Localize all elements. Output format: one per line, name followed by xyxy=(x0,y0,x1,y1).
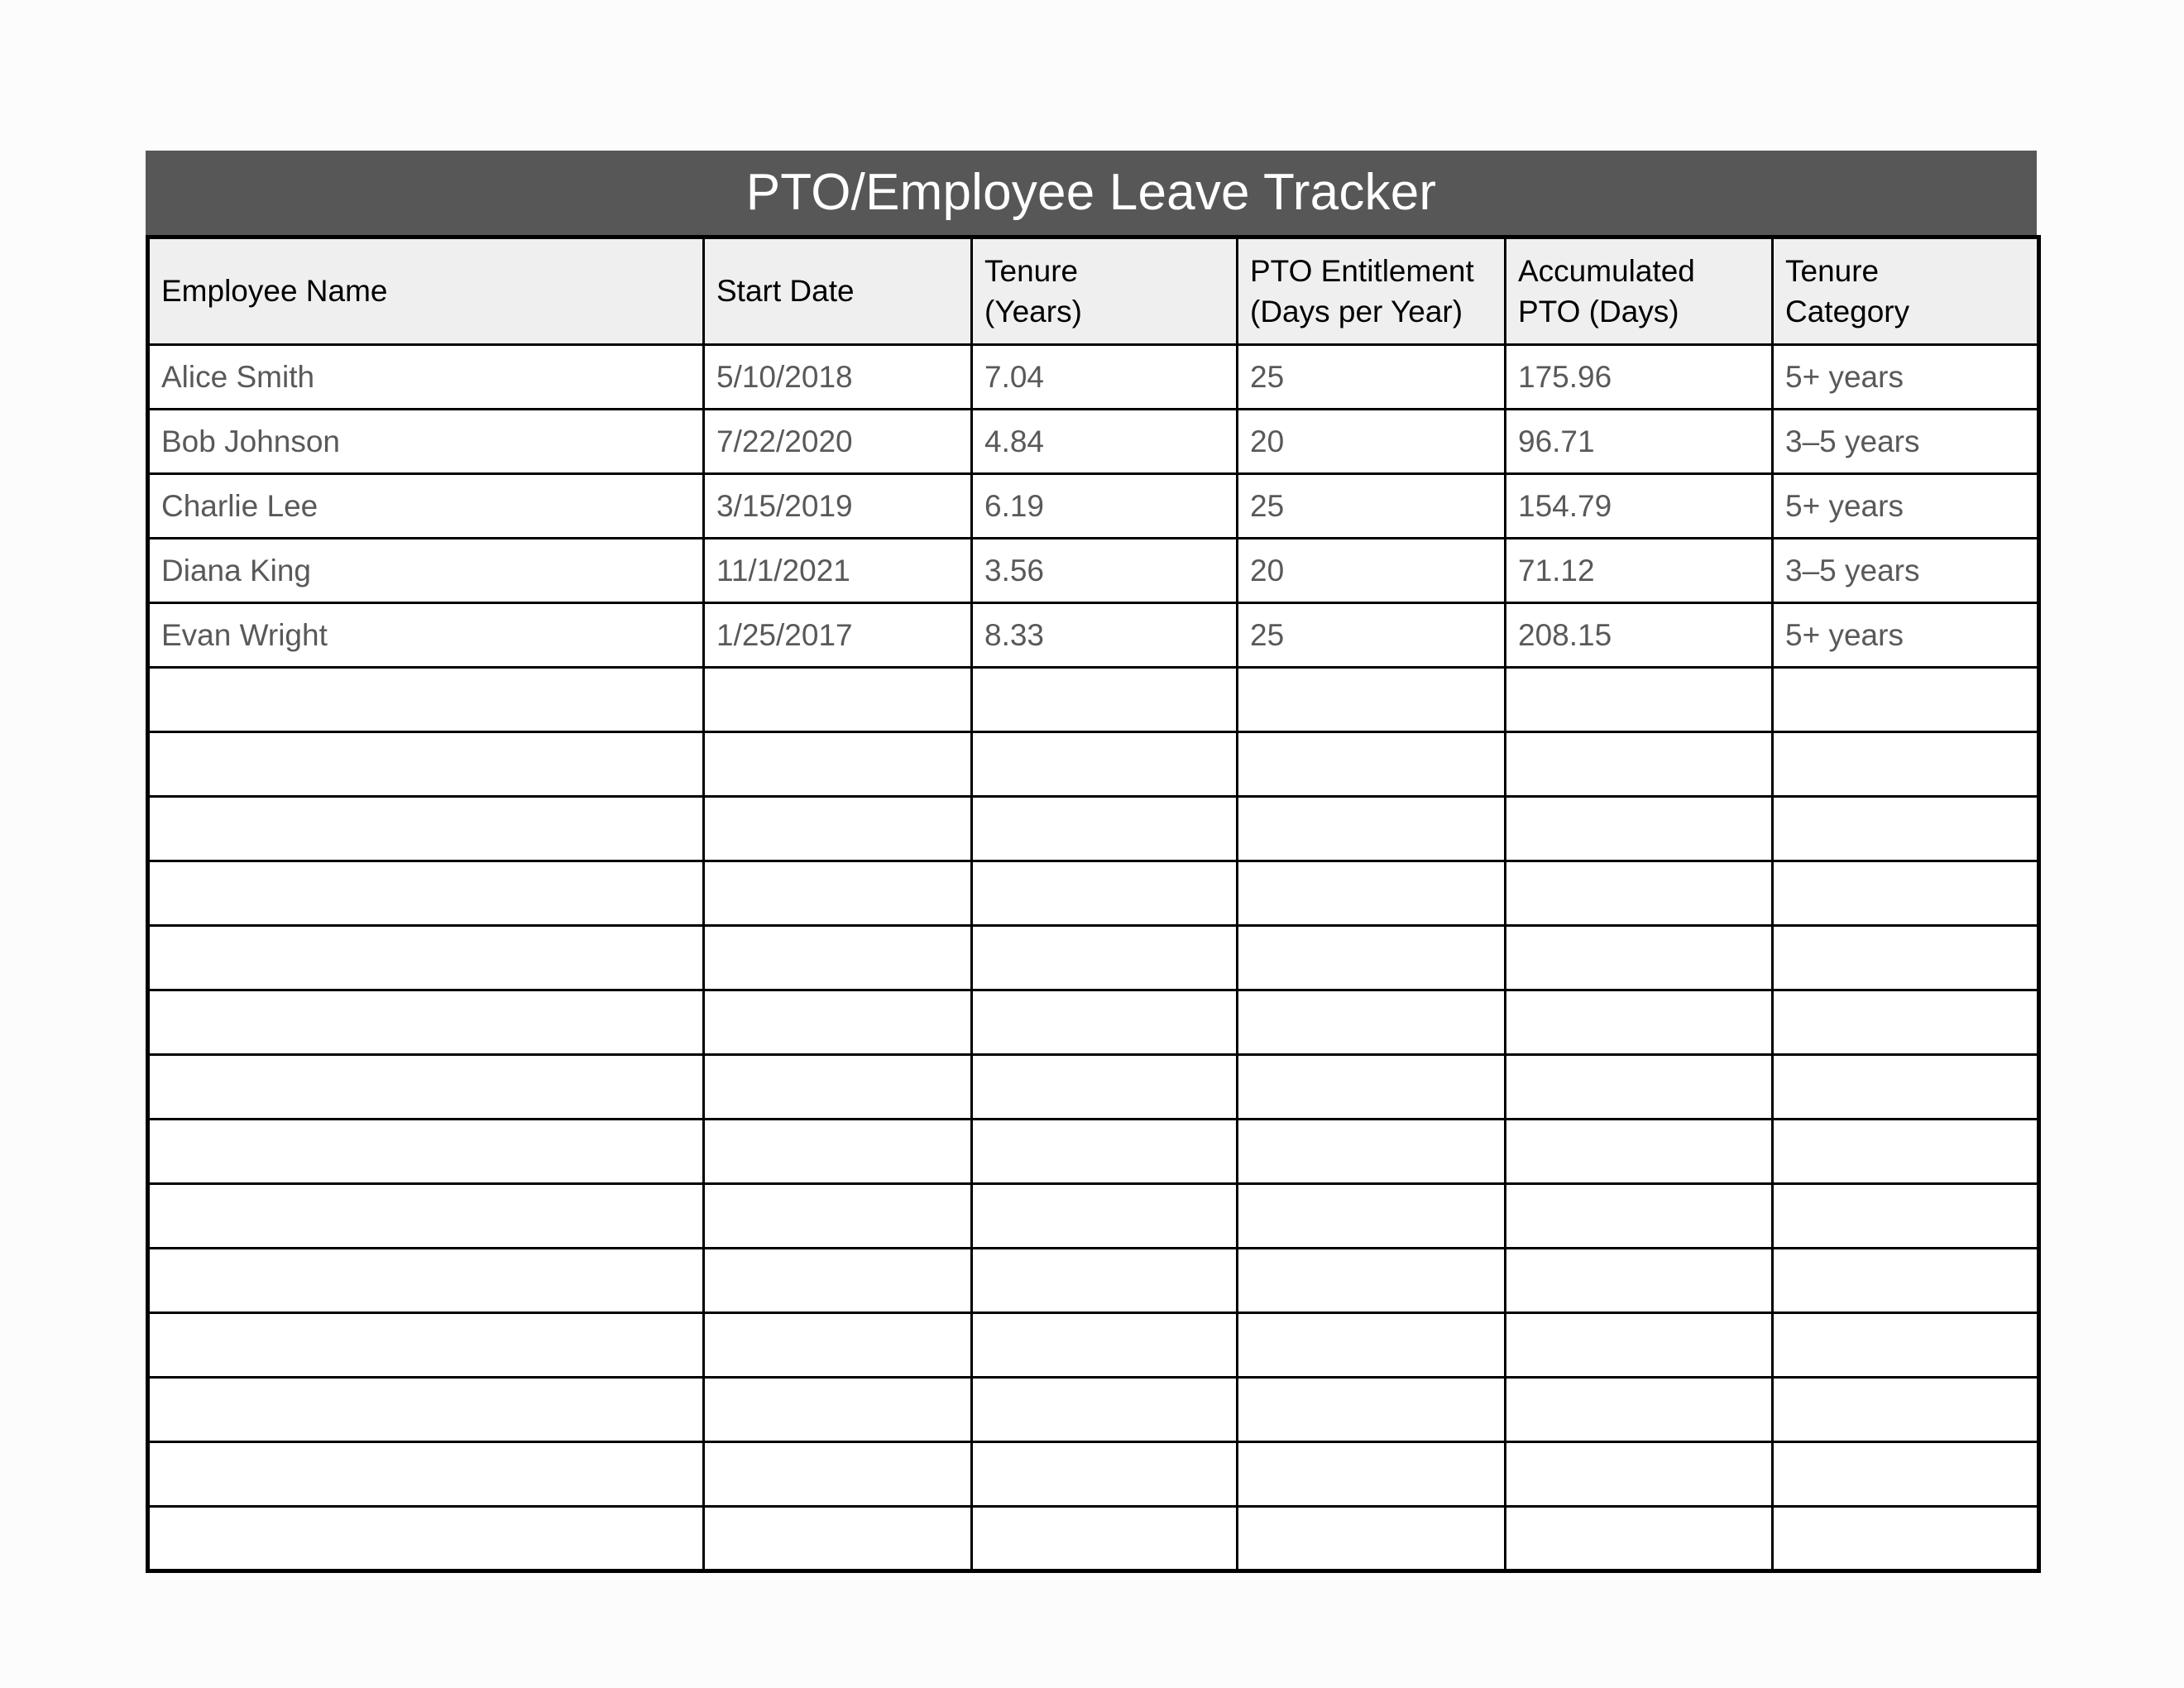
cell-empty[interactable] xyxy=(704,1507,972,1571)
cell-empty[interactable] xyxy=(972,1055,1238,1120)
cell-empty[interactable] xyxy=(704,668,972,732)
cell-empty[interactable] xyxy=(1506,1055,1773,1120)
cell-accumulated-pto[interactable]: 96.71 xyxy=(1506,410,1773,474)
cell-empty[interactable] xyxy=(1506,1442,1773,1507)
cell-empty[interactable] xyxy=(704,990,972,1055)
cell-empty[interactable] xyxy=(972,926,1238,990)
cell-empty[interactable] xyxy=(1506,732,1773,797)
cell-empty[interactable] xyxy=(704,1184,972,1249)
cell-empty[interactable] xyxy=(972,861,1238,926)
cell-empty[interactable] xyxy=(1238,1055,1506,1120)
column-header-line1: Accumulated xyxy=(1518,253,1695,288)
cell-empty[interactable] xyxy=(704,1313,972,1378)
cell-empty[interactable] xyxy=(1773,1249,2039,1313)
cell-empty[interactable] xyxy=(1506,926,1773,990)
cell-empty[interactable] xyxy=(1773,926,2039,990)
table-row-empty[interactable] xyxy=(148,1055,2039,1120)
table-row[interactable] xyxy=(148,603,2039,668)
cell-empty[interactable] xyxy=(1506,1249,1773,1313)
cell-employee-name[interactable]: Bob Johnson xyxy=(148,410,704,474)
table-row[interactable] xyxy=(148,474,2039,539)
cell-empty[interactable] xyxy=(148,1055,704,1120)
cell-tenure-years[interactable]: 6.19 xyxy=(972,474,1238,539)
table-row-empty[interactable] xyxy=(148,926,2039,990)
cell-empty[interactable] xyxy=(148,1442,704,1507)
pto-tracker-table xyxy=(146,235,2041,1573)
cell-empty[interactable] xyxy=(1238,1507,1506,1571)
cell-empty[interactable] xyxy=(1238,1120,1506,1184)
cell-empty[interactable] xyxy=(1506,797,1773,861)
cell-empty[interactable] xyxy=(1773,1313,2039,1378)
column-header-start-date[interactable] xyxy=(704,237,972,345)
cell-empty[interactable] xyxy=(148,1378,704,1442)
column-header-line2: Category xyxy=(1785,295,1910,328)
table-row-empty[interactable] xyxy=(148,1249,2039,1313)
cell-empty[interactable] xyxy=(148,1507,704,1571)
table-header-row xyxy=(148,237,2039,345)
document-title-bar xyxy=(146,151,2037,235)
cell-empty[interactable] xyxy=(148,1313,704,1378)
cell-empty[interactable] xyxy=(148,926,704,990)
table-row-empty[interactable] xyxy=(148,1507,2039,1571)
cell-empty[interactable] xyxy=(704,861,972,926)
cell-tenure-category[interactable]: 5+ years xyxy=(1773,474,2039,539)
cell-empty[interactable] xyxy=(704,1055,972,1120)
cell-accumulated-pto[interactable]: 208.15 xyxy=(1506,603,1773,668)
cell-start-date[interactable]: 1/25/2017 xyxy=(704,603,972,668)
cell-empty[interactable] xyxy=(148,797,704,861)
cell-empty[interactable] xyxy=(1238,990,1506,1055)
cell-start-date[interactable]: 5/10/2018 xyxy=(704,345,972,410)
column-header-line1: PTO Entitlement xyxy=(1250,253,1474,288)
cell-empty[interactable] xyxy=(972,1442,1238,1507)
table-row-empty[interactable] xyxy=(148,1442,2039,1507)
cell-employee-name[interactable]: Evan Wright xyxy=(148,603,704,668)
cell-empty[interactable] xyxy=(1238,1378,1506,1442)
cell-empty[interactable] xyxy=(1773,1120,2039,1184)
column-header-accumulated-pto[interactable] xyxy=(1506,237,1773,345)
cell-employee-name[interactable]: Alice Smith xyxy=(148,345,704,410)
cell-pto-entitlement[interactable]: 25 xyxy=(1238,345,1506,410)
cell-tenure-years[interactable]: 4.84 xyxy=(972,410,1238,474)
cell-empty[interactable] xyxy=(1506,1378,1773,1442)
page-title: PTO/Employee Leave Tracker xyxy=(745,164,1437,221)
cell-tenure-category[interactable]: 5+ years xyxy=(1773,603,2039,668)
column-header-line1: Tenure xyxy=(984,253,1079,288)
cell-employee-name[interactable]: Charlie Lee xyxy=(148,474,704,539)
cell-tenure-years[interactable]: 3.56 xyxy=(972,539,1238,603)
cell-empty[interactable] xyxy=(1506,990,1773,1055)
spreadsheet-sheet xyxy=(146,151,2037,1573)
column-header-line2: PTO (Days) xyxy=(1518,295,1679,328)
column-header-pto-entitlement[interactable] xyxy=(1238,237,1506,345)
cell-empty[interactable] xyxy=(1773,668,2039,732)
table-row-empty[interactable] xyxy=(148,732,2039,797)
table-row[interactable] xyxy=(148,410,2039,474)
cell-tenure-years[interactable]: 8.33 xyxy=(972,603,1238,668)
cell-empty[interactable] xyxy=(704,797,972,861)
cell-accumulated-pto[interactable]: 71.12 xyxy=(1506,539,1773,603)
cell-empty[interactable] xyxy=(1238,668,1506,732)
cell-empty[interactable] xyxy=(972,732,1238,797)
cell-empty[interactable] xyxy=(972,990,1238,1055)
column-header-tenure-category[interactable] xyxy=(1773,237,2039,345)
table-row-empty[interactable] xyxy=(148,1378,2039,1442)
cell-start-date[interactable]: 11/1/2021 xyxy=(704,539,972,603)
table-header xyxy=(148,237,2039,345)
cell-empty[interactable] xyxy=(148,990,704,1055)
table-row-empty[interactable] xyxy=(148,797,2039,861)
cell-empty[interactable] xyxy=(1238,797,1506,861)
cell-empty[interactable] xyxy=(1238,861,1506,926)
cell-empty[interactable] xyxy=(972,1249,1238,1313)
cell-empty[interactable] xyxy=(1773,1055,2039,1120)
cell-pto-entitlement[interactable]: 25 xyxy=(1238,603,1506,668)
table-row-empty[interactable] xyxy=(148,668,2039,732)
cell-empty[interactable] xyxy=(704,926,972,990)
cell-empty[interactable] xyxy=(1506,668,1773,732)
cell-empty[interactable] xyxy=(704,732,972,797)
cell-empty[interactable] xyxy=(972,668,1238,732)
cell-empty[interactable] xyxy=(1238,1313,1506,1378)
column-header-line1: Start Date xyxy=(716,274,855,309)
cell-empty[interactable] xyxy=(148,668,704,732)
cell-empty[interactable] xyxy=(1773,1442,2039,1507)
cell-empty[interactable] xyxy=(1773,990,2039,1055)
cell-empty[interactable] xyxy=(1506,861,1773,926)
column-header-line1: Tenure xyxy=(1785,253,1880,288)
cell-empty[interactable] xyxy=(1238,1249,1506,1313)
cell-empty[interactable] xyxy=(1773,797,2039,861)
cell-empty[interactable] xyxy=(1506,1120,1773,1184)
table-row-empty[interactable] xyxy=(148,1313,2039,1378)
cell-empty[interactable] xyxy=(972,1507,1238,1571)
cell-empty[interactable] xyxy=(704,1378,972,1442)
table-row-empty[interactable] xyxy=(148,861,2039,926)
table-row-empty[interactable] xyxy=(148,1184,2039,1249)
cell-empty[interactable] xyxy=(1506,1184,1773,1249)
cell-empty[interactable] xyxy=(704,1249,972,1313)
cell-empty[interactable] xyxy=(1773,1184,2039,1249)
cell-empty[interactable] xyxy=(972,1184,1238,1249)
cell-empty[interactable] xyxy=(148,861,704,926)
cell-empty[interactable] xyxy=(972,797,1238,861)
table-body xyxy=(148,345,2039,1571)
cell-empty[interactable] xyxy=(148,732,704,797)
cell-start-date[interactable]: 7/22/2020 xyxy=(704,410,972,474)
cell-pto-entitlement[interactable]: 20 xyxy=(1238,410,1506,474)
cell-empty[interactable] xyxy=(1773,1507,2039,1571)
table-row[interactable] xyxy=(148,539,2039,603)
cell-empty[interactable] xyxy=(1238,926,1506,990)
cell-empty[interactable] xyxy=(148,1120,704,1184)
cell-start-date[interactable]: 3/15/2019 xyxy=(704,474,972,539)
cell-empty[interactable] xyxy=(1773,861,2039,926)
cell-empty[interactable] xyxy=(1773,732,2039,797)
cell-tenure-years[interactable]: 7.04 xyxy=(972,345,1238,410)
column-header-line2: (Days per Year) xyxy=(1250,295,1463,328)
table-row-empty[interactable] xyxy=(148,990,2039,1055)
cell-pto-entitlement[interactable]: 20 xyxy=(1238,539,1506,603)
cell-empty[interactable] xyxy=(972,1120,1238,1184)
cell-empty[interactable] xyxy=(148,1249,704,1313)
cell-empty[interactable] xyxy=(972,1378,1238,1442)
cell-tenure-category[interactable]: 3–5 years xyxy=(1773,410,2039,474)
cell-accumulated-pto[interactable]: 175.96 xyxy=(1506,345,1773,410)
cell-empty[interactable] xyxy=(1506,1313,1773,1378)
cell-empty[interactable] xyxy=(1506,1507,1773,1571)
cell-empty[interactable] xyxy=(1773,1378,2039,1442)
cell-empty[interactable] xyxy=(704,1442,972,1507)
cell-empty[interactable] xyxy=(1238,1442,1506,1507)
cell-tenure-category[interactable]: 3–5 years xyxy=(1773,539,2039,603)
cell-employee-name[interactable]: Diana King xyxy=(148,539,704,603)
column-header-line1: Employee Name xyxy=(161,274,388,309)
column-header-tenure-years[interactable] xyxy=(972,237,1238,345)
column-header-line2: (Years) xyxy=(984,295,1082,328)
cell-empty[interactable] xyxy=(972,1313,1238,1378)
cell-empty[interactable] xyxy=(1238,1184,1506,1249)
cell-empty[interactable] xyxy=(1238,732,1506,797)
cell-accumulated-pto[interactable]: 154.79 xyxy=(1506,474,1773,539)
column-header-employee-name[interactable] xyxy=(148,237,704,345)
table-row[interactable] xyxy=(148,345,2039,410)
cell-empty[interactable] xyxy=(148,1184,704,1249)
cell-pto-entitlement[interactable]: 25 xyxy=(1238,474,1506,539)
table-row-empty[interactable] xyxy=(148,1120,2039,1184)
cell-empty[interactable] xyxy=(704,1120,972,1184)
cell-tenure-category[interactable]: 5+ years xyxy=(1773,345,2039,410)
